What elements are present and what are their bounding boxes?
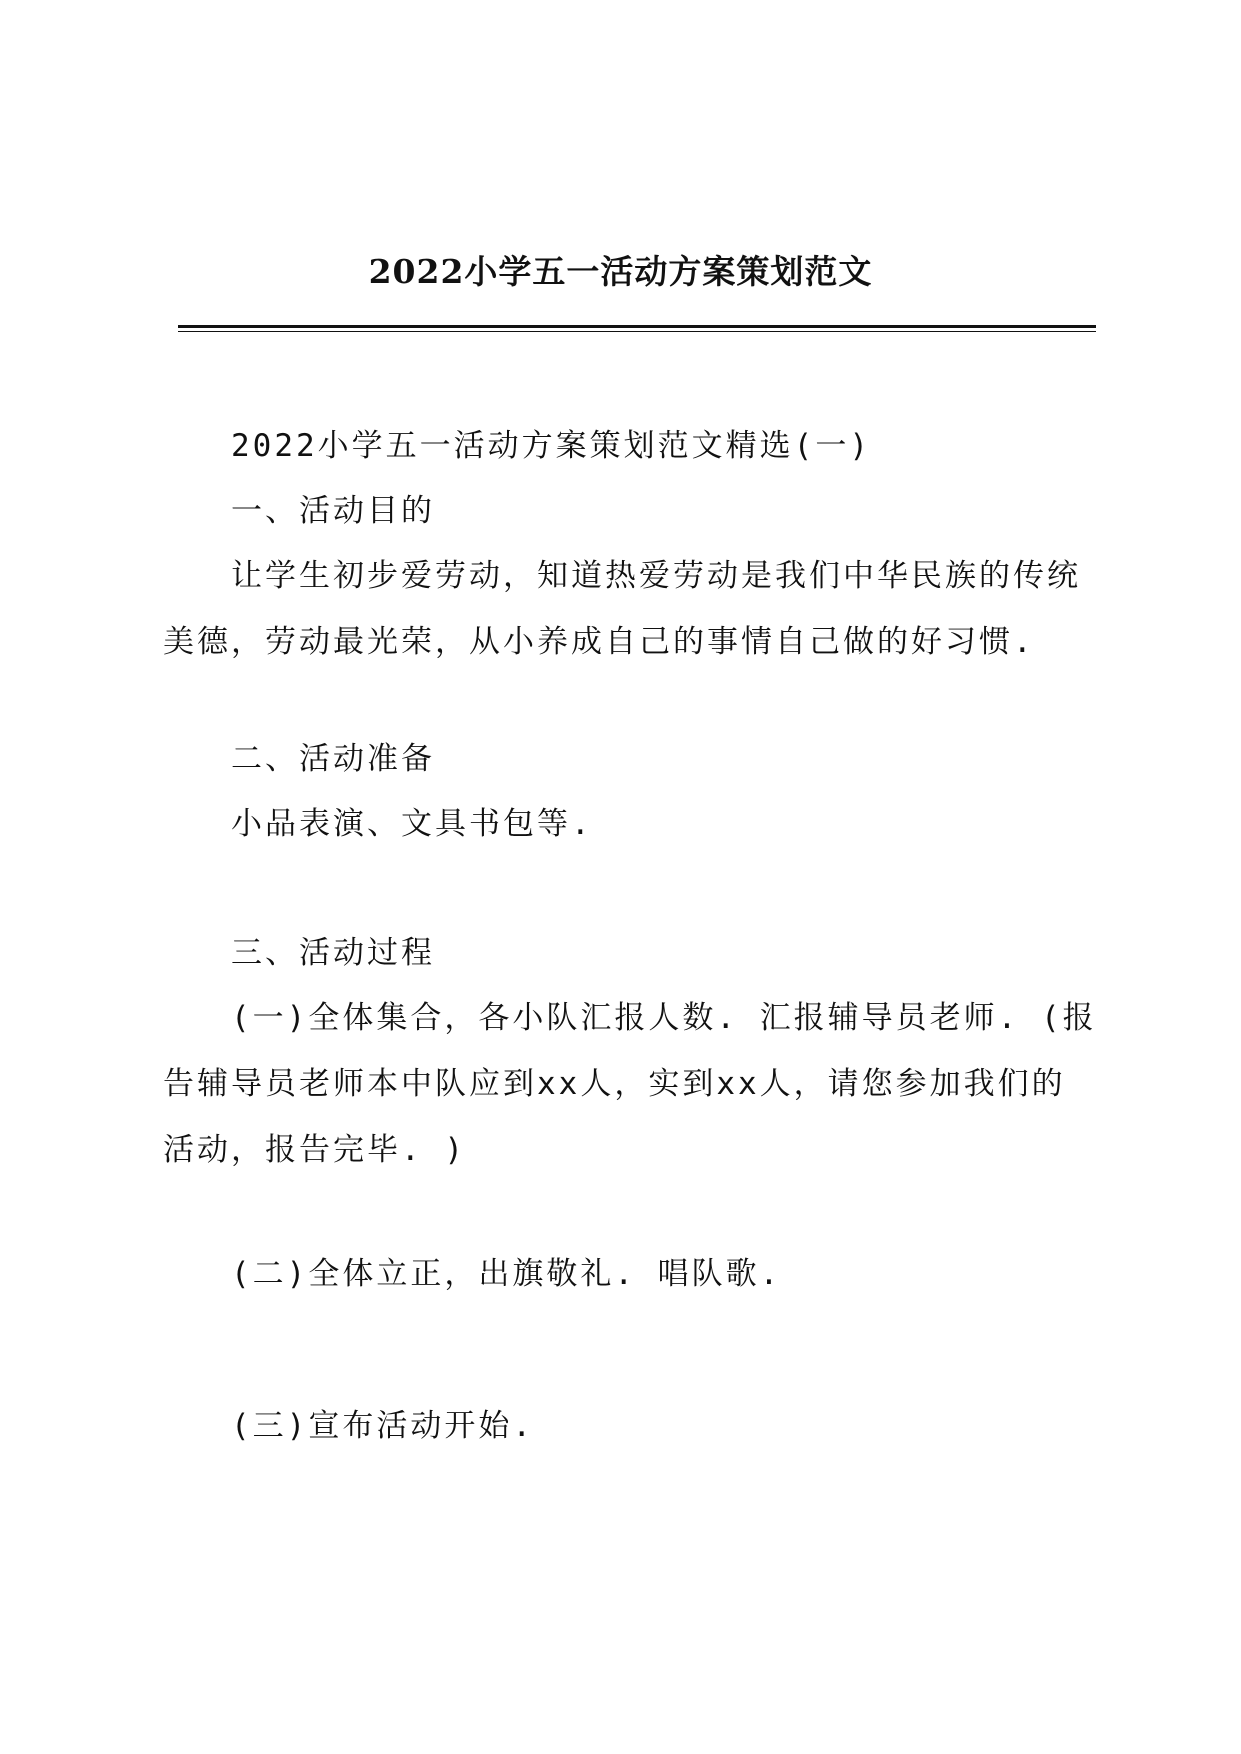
paragraph-step-2: (二)全体立正，出旗敬礼. 唱队歌. (231, 1256, 782, 1292)
paragraph-step-3: (三)宣布活动开始. (231, 1408, 534, 1444)
heading-preparation: 二、活动准备 (231, 741, 435, 777)
document-title: 2022小学五一活动方案策划范文 (368, 252, 873, 291)
heading-process: 三、活动过程 (231, 935, 435, 971)
paragraph-preparation: 小品表演、文具书包等. (231, 806, 593, 842)
heading-purpose: 一、活动目的 (231, 493, 435, 529)
title-rule-thin (178, 331, 1096, 332)
paragraph-step-1: (一)全体集合，各小队汇报人数. 汇报辅导员老师. (报告辅导员老师本中队应到xx人，实到xx人，请您参加我们的活动，报告完毕. ) (163, 1000, 1097, 1168)
paragraph-purpose: 让学生初步爱劳动，知道热爱劳动是我们中华民族的传统美德，劳动最光荣，从小养成自己的事情自己做的好习惯. (163, 558, 1081, 660)
title-rule-thick (178, 325, 1096, 328)
section-heading: 2022小学五一活动方案策划范文精选(一) (231, 428, 871, 464)
